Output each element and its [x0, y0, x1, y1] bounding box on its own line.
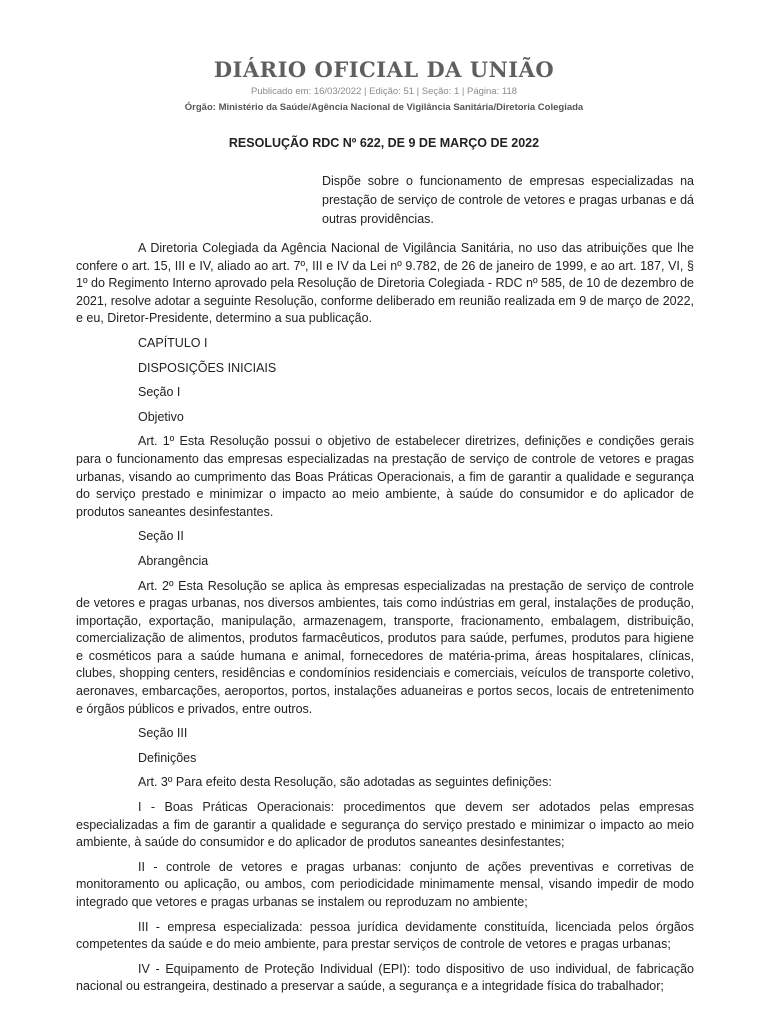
section-title: Abrangência: [138, 553, 209, 568]
orgao-line: Órgão: Ministério da Saúde/Agência Nacional de Vigilância Sanitária/Diretoria Colegiada: [184, 102, 584, 113]
section-heading: Seção III: [138, 726, 188, 741]
article-paragraph: Art. 2º Esta Resolução se aplica às empresas especializadas na prestação de serviço de controle de vetores e pragas urbanas, nos diversos ambientes, tais como indústrias em geral, instalações de produção, importação, exportação, manipulação, armazenagem, transporte, fracionamento, embalagem, distribuição, comercialização de alimentos, produtos farmacêuticos, produtos para saúde, perfumes, produtos para higiene e cosméticos para a saúde humana e animal, fornecedores de matéria-prima, áreas hospitalares, clínicas, clubes, shopping centers, residências e condomínios residenciais e comerciais, veículos de transporte coletivo, aeronaves, embarcações, aeroportos, portos, instalações aduaneiras e portos secos, locais de entretenimento e órgãos públicos e privados, entre outros.: [76, 578, 694, 716]
section-heading: Seção II: [138, 529, 184, 544]
resolution-title: RESOLUÇÃO RDC Nº 622, DE 9 DE MARÇO DE 2022: [228, 136, 540, 150]
preamble-paragraph: A Diretoria Colegiada da Agência Nacional de Vigilância Sanitária, no uso das atribuições que lhe confere o art. 15, III e IV, aliado ao art. 7º, III e IV da Lei nº 9.782, de 26 de janeiro de 1999, e ao art. 187, VI, § 1º do Regimento Interno aprovado pela Resolução de Diretoria Colegiada - RDC nº 585, de 10 de dezembro de 2021, resolve adotar a seguinte Resolução, conforme deliberado em reunião realizada em 9 de março de 2022, e eu, Diretor-Presidente, determino a sua publicação.: [76, 241, 694, 326]
chapter-heading: CAPÍTULO I: [138, 335, 208, 350]
publication-info: Publicado em: 16/03/2022 | Edição: 51 | Seção: 1 | Página: 118: [250, 86, 518, 97]
definition-item: III - empresa especializada: pessoa jurídica devidamente constituída, licenciada pelos órgãos competentes da saúde e do meio ambiente, para prestar serviços de controle de vetores e pragas urbanas;: [76, 919, 694, 952]
ementa: Dispõe sobre o funcionamento de empresas especializadas na prestação de serviço de controle de vetores e pragas urbanas e dá outras providências.: [322, 174, 694, 226]
definition-item: IV - Equipamento de Proteção Individual (EPI): todo dispositivo de uso individual, de fabricação nacional ou estrangeira, destinado a preservar a saúde, a segurança e a integridade física do trabalhador;: [76, 961, 694, 994]
definition-item: I - Boas Práticas Operacionais: procedimentos que devem ser adotados pelas empresas especializadas a fim de garantir a qualidade e segurança do serviço prestado e minimizar o impacto ao meio ambiente, à saúde do consumidor e do aplicador de produtos saneantes desinfestantes;: [76, 800, 694, 850]
section-heading: Seção I: [138, 385, 181, 400]
masthead-title: DIÁRIO OFICIAL DA UNIÃO: [213, 57, 555, 82]
chapter-title: DISPOSIÇÕES INICIAIS: [138, 360, 277, 375]
article-paragraph: Art. 3º Para efeito desta Resolução, são adotadas as seguintes definições:: [138, 775, 552, 790]
document-body: [76, 240, 694, 1003]
article-paragraph: Art. 1º Esta Resolução possui o objetivo de estabelecer diretrizes, definições e condições gerais para o funcionamento das empresas especializadas na prestação de serviço de controle de vetores e pragas urbanas, visando ao cumprimento das Boas Práticas Operacionais, a fim de garantir a qualidade e segurança do serviço prestado e minimizar o impacto ao meio ambiente, à saúde do consumidor e do aplicador de produtos saneantes desinfestantes.: [76, 434, 694, 519]
definition-item: II - controle de vetores e pragas urbanas: conjunto de ações preventivas e corretivas de monitoramento ou aplicação, ou ambos, com periodicidade minimamente mensal, visando impedir de modo integrado que vetores e pragas urbanas se instalem ou reproduzam no ambiente;: [76, 859, 694, 909]
section-title: Objetivo: [138, 409, 184, 424]
section-title: Definições: [138, 750, 197, 765]
